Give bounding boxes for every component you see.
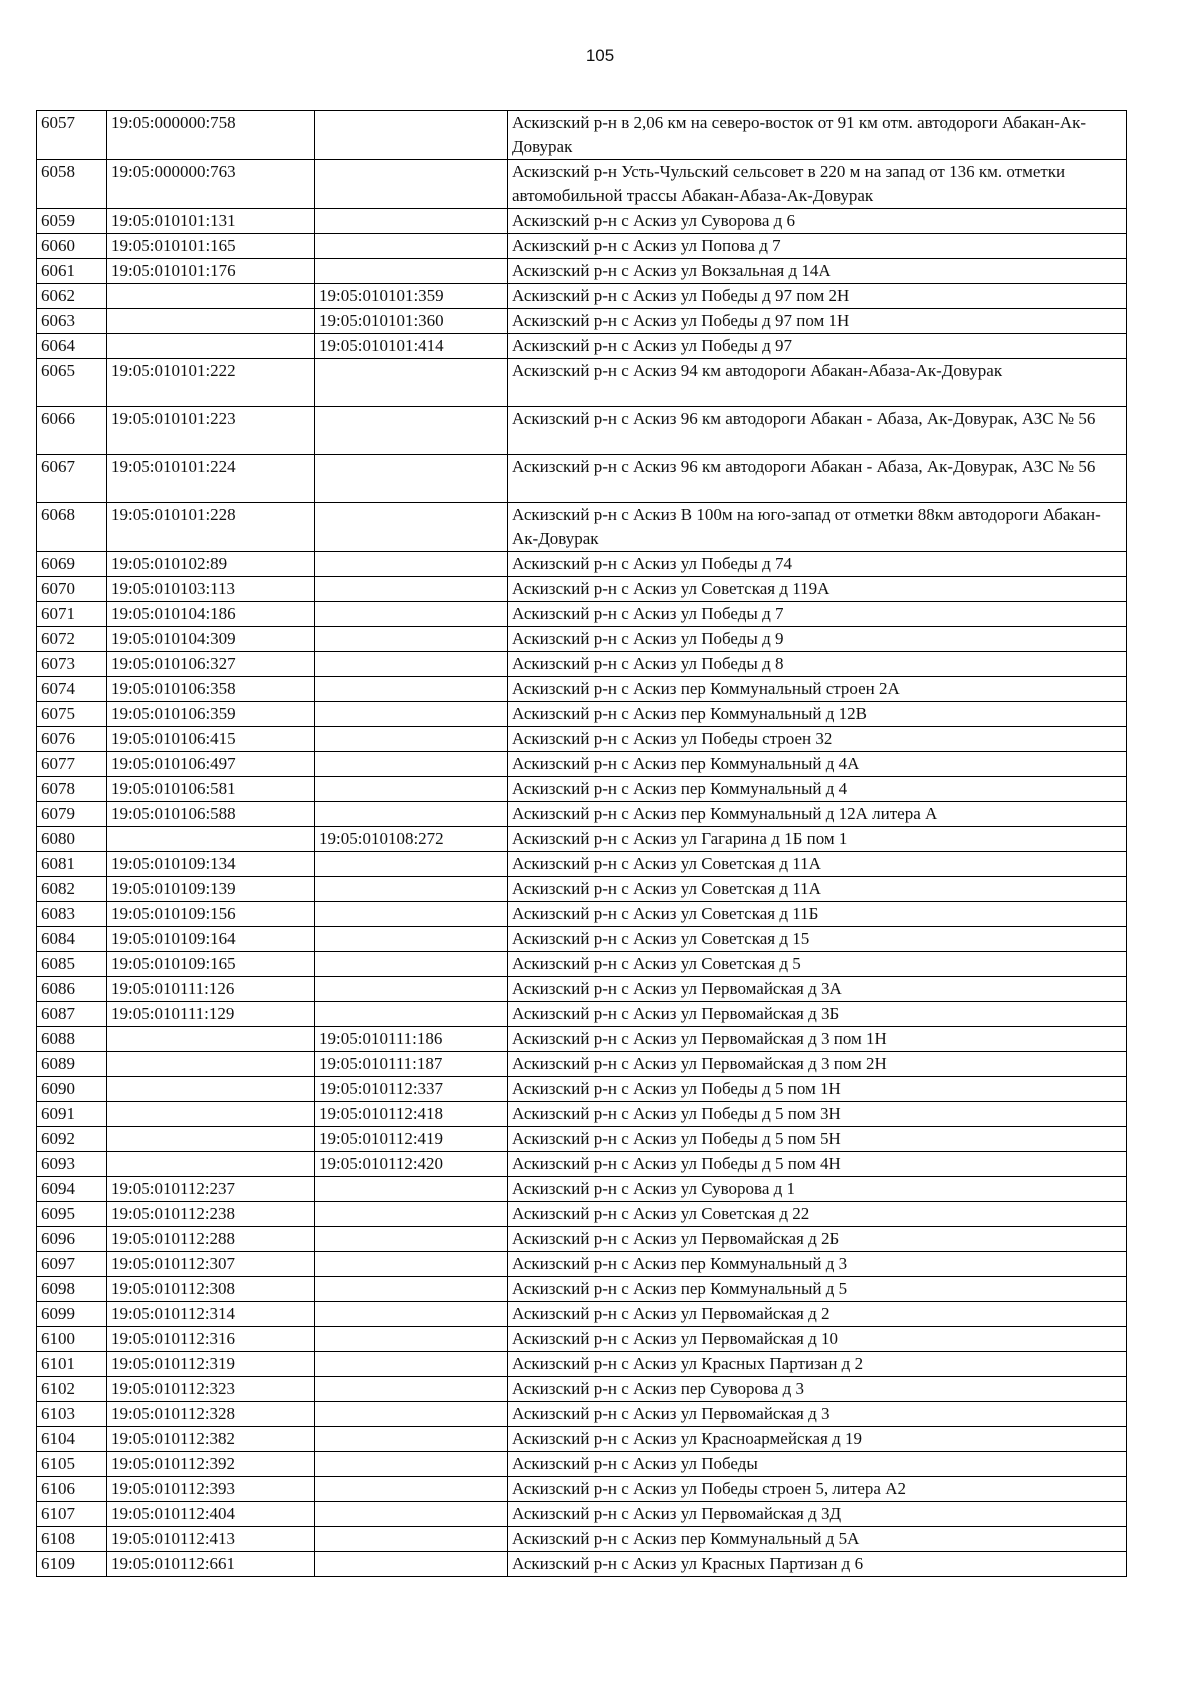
row-number-cell: 6107: [37, 1502, 107, 1527]
sub-cadastral-number-cell: [315, 952, 508, 977]
row-number-cell: 6072: [37, 627, 107, 652]
row-number-cell: 6099: [37, 1302, 107, 1327]
table-row: [37, 359, 1127, 407]
address-cell: Аскизский р-н с Аскиз ул Победы строен 32: [508, 727, 1127, 752]
cadastral-number-cell: 19:05:010101:222: [107, 359, 315, 407]
address-cell: Аскизский р-н с Аскиз пер Коммунальный д 3: [508, 1252, 1127, 1277]
address-cell: Аскизский р-н с Аскиз В 100м на юго-запад от отметки 88км автодороги Абакан-Ак-Довурак: [508, 503, 1127, 552]
cadastral-number-cell: 19:05:000000:758: [107, 111, 315, 160]
page-number: 105: [585, 46, 615, 65]
sub-cadastral-number-cell: [315, 677, 508, 702]
cadastral-number-cell: 19:05:010109:164: [107, 927, 315, 952]
address-cell: Аскизский р-н с Аскиз ул Советская д 11А: [508, 877, 1127, 902]
table-row: [37, 727, 1127, 752]
sub-cadastral-number-cell: 19:05:010101:359: [315, 284, 508, 309]
address-cell: Аскизский р-н с Аскиз пер Коммунальный д 5А: [508, 1527, 1127, 1552]
cadastral-number-cell: 19:05:000000:763: [107, 160, 315, 209]
row-number-cell: 6109: [37, 1552, 107, 1577]
sub-cadastral-number-cell: [315, 602, 508, 627]
address-cell: Аскизский р-н с Аскиз ул Попова д 7: [508, 234, 1127, 259]
address-cell: Аскизский р-н с Аскиз ул Первомайская д 3Д: [508, 1502, 1127, 1527]
sub-cadastral-number-cell: [315, 160, 508, 209]
table-row: [37, 777, 1127, 802]
row-number-cell: 6058: [37, 160, 107, 209]
sub-cadastral-number-cell: [315, 1452, 508, 1477]
table-row: [37, 652, 1127, 677]
table-row: [37, 111, 1127, 160]
address-cell: Аскизский р-н с Аскиз ул Победы д 97: [508, 334, 1127, 359]
table-row: [37, 602, 1127, 627]
row-number-cell: 6079: [37, 802, 107, 827]
address-cell: Аскизский р-н с Аскиз пер Коммунальный д 4А: [508, 752, 1127, 777]
row-number-cell: 6063: [37, 309, 107, 334]
cadastral-number-cell: 19:05:010111:126: [107, 977, 315, 1002]
table-row: [37, 927, 1127, 952]
table-row: [37, 455, 1127, 503]
cadastral-number-cell: [107, 334, 315, 359]
address-cell: Аскизский р-н с Аскиз ул Первомайская д 3: [508, 1402, 1127, 1427]
row-number-cell: 6096: [37, 1227, 107, 1252]
row-number-cell: 6087: [37, 1002, 107, 1027]
address-cell: Аскизский р-н с Аскиз ул Советская д 11Б: [508, 902, 1127, 927]
table-row: [37, 1377, 1127, 1402]
table-row: [37, 1302, 1127, 1327]
cadastral-number-cell: [107, 1027, 315, 1052]
row-number-cell: 6065: [37, 359, 107, 407]
address-cell: Аскизский р-н с Аскиз ул Вокзальная д 14А: [508, 259, 1127, 284]
sub-cadastral-number-cell: [315, 1252, 508, 1277]
sub-cadastral-number-cell: [315, 259, 508, 284]
cadastral-number-cell: 19:05:010112:307: [107, 1252, 315, 1277]
table-row: [37, 1027, 1127, 1052]
sub-cadastral-number-cell: 19:05:010112:337: [315, 1077, 508, 1102]
cadastral-number-cell: 19:05:010112:392: [107, 1452, 315, 1477]
address-cell: Аскизский р-н с Аскиз пер Коммунальный д 12А литера А: [508, 802, 1127, 827]
address-cell: Аскизский р-н с Аскиз ул Гагарина д 1Б пом 1: [508, 827, 1127, 852]
cadastral-number-cell: 19:05:010112:382: [107, 1427, 315, 1452]
row-number-cell: 6088: [37, 1027, 107, 1052]
address-cell: Аскизский р-н с Аскиз ул Суворова д 1: [508, 1177, 1127, 1202]
sub-cadastral-number-cell: [315, 927, 508, 952]
row-number-cell: 6090: [37, 1077, 107, 1102]
cadastral-number-cell: 19:05:010106:415: [107, 727, 315, 752]
sub-cadastral-number-cell: [315, 1202, 508, 1227]
table-row: [37, 160, 1127, 209]
row-number-cell: 6061: [37, 259, 107, 284]
sub-cadastral-number-cell: [315, 1427, 508, 1452]
cadastral-number-cell: 19:05:010104:186: [107, 602, 315, 627]
sub-cadastral-number-cell: [315, 1227, 508, 1252]
row-number-cell: 6097: [37, 1252, 107, 1277]
table-row: [37, 284, 1127, 309]
sub-cadastral-number-cell: [315, 455, 508, 503]
address-cell: Аскизский р-н с Аскиз ул Первомайская д 2Б: [508, 1227, 1127, 1252]
sub-cadastral-number-cell: [315, 977, 508, 1002]
table-row: [37, 1452, 1127, 1477]
cadastral-number-cell: 19:05:010112:288: [107, 1227, 315, 1252]
table-row: [37, 334, 1127, 359]
row-number-cell: 6080: [37, 827, 107, 852]
sub-cadastral-number-cell: [315, 1552, 508, 1577]
address-cell: Аскизский р-н с Аскиз ул Победы строен 5, литера А2: [508, 1477, 1127, 1502]
registry-table: [36, 110, 1127, 1577]
cadastral-number-cell: [107, 1127, 315, 1152]
table-row: [37, 503, 1127, 552]
cadastral-number-cell: 19:05:010112:308: [107, 1277, 315, 1302]
table-row: [37, 1127, 1127, 1152]
address-cell: Аскизский р-н с Аскиз ул Победы д 5 пом 1Н: [508, 1077, 1127, 1102]
table-row: [37, 234, 1127, 259]
sub-cadastral-number-cell: [315, 1277, 508, 1302]
row-number-cell: 6103: [37, 1402, 107, 1427]
sub-cadastral-number-cell: 19:05:010111:187: [315, 1052, 508, 1077]
row-number-cell: 6095: [37, 1202, 107, 1227]
cadastral-number-cell: 19:05:010104:309: [107, 627, 315, 652]
sub-cadastral-number-cell: 19:05:010111:186: [315, 1027, 508, 1052]
table-row: [37, 677, 1127, 702]
sub-cadastral-number-cell: [315, 1352, 508, 1377]
table-row: [37, 1402, 1127, 1427]
cadastral-number-cell: 19:05:010106:497: [107, 752, 315, 777]
sub-cadastral-number-cell: 19:05:010108:272: [315, 827, 508, 852]
address-cell: Аскизский р-н с Аскиз 94 км автодороги Абакан-Абаза-Ак-Довурак: [508, 359, 1127, 407]
cadastral-number-cell: 19:05:010112:413: [107, 1527, 315, 1552]
sub-cadastral-number-cell: [315, 627, 508, 652]
row-number-cell: 6100: [37, 1327, 107, 1352]
sub-cadastral-number-cell: [315, 877, 508, 902]
table-row: [37, 1327, 1127, 1352]
sub-cadastral-number-cell: [315, 852, 508, 877]
cadastral-number-cell: 19:05:010109:134: [107, 852, 315, 877]
address-cell: Аскизский р-н с Аскиз ул Советская д 119А: [508, 577, 1127, 602]
table-row: [37, 309, 1127, 334]
table-row: [37, 852, 1127, 877]
row-number-cell: 6068: [37, 503, 107, 552]
cadastral-number-cell: 19:05:010101:176: [107, 259, 315, 284]
cadastral-number-cell: 19:05:010112:238: [107, 1202, 315, 1227]
cadastral-number-cell: 19:05:010109:165: [107, 952, 315, 977]
row-number-cell: 6082: [37, 877, 107, 902]
address-cell: Аскизский р-н с Аскиз 96 км автодороги Абакан - Абаза, Ак-Довурак, АЗС № 56: [508, 455, 1127, 503]
address-cell: Аскизский р-н с Аскиз ул Первомайская д 3 пом 1Н: [508, 1027, 1127, 1052]
registry-table-body: [37, 111, 1127, 1577]
address-cell: Аскизский р-н с Аскиз ул Победы д 97 пом 1Н: [508, 309, 1127, 334]
cadastral-number-cell: 19:05:010112:661: [107, 1552, 315, 1577]
sub-cadastral-number-cell: [315, 1302, 508, 1327]
row-number-cell: 6098: [37, 1277, 107, 1302]
table-row: [37, 1202, 1127, 1227]
address-cell: Аскизский р-н с Аскиз 96 км автодороги Абакан - Абаза, Ак-Довурак, АЗС № 56: [508, 407, 1127, 455]
cadastral-number-cell: 19:05:010112:393: [107, 1477, 315, 1502]
sub-cadastral-number-cell: [315, 802, 508, 827]
address-cell: Аскизский р-н с Аскиз ул Первомайская д 2: [508, 1302, 1127, 1327]
cadastral-number-cell: 19:05:010112:319: [107, 1352, 315, 1377]
table-row: [37, 1227, 1127, 1252]
address-cell: Аскизский р-н с Аскиз ул Красноармейская д 19: [508, 1427, 1127, 1452]
row-number-cell: 6073: [37, 652, 107, 677]
cadastral-number-cell: [107, 1102, 315, 1127]
table-row: [37, 259, 1127, 284]
cadastral-number-cell: 19:05:010106:581: [107, 777, 315, 802]
row-number-cell: 6069: [37, 552, 107, 577]
table-row: [37, 1527, 1127, 1552]
row-number-cell: 6067: [37, 455, 107, 503]
address-cell: Аскизский р-н с Аскиз ул Советская д 22: [508, 1202, 1127, 1227]
address-cell: Аскизский р-н с Аскиз ул Советская д 11А: [508, 852, 1127, 877]
address-cell: Аскизский р-н с Аскиз ул Первомайская д 3Б: [508, 1002, 1127, 1027]
address-cell: Аскизский р-н с Аскиз ул Победы д 5 пом 3Н: [508, 1102, 1127, 1127]
sub-cadastral-number-cell: [315, 777, 508, 802]
sub-cadastral-number-cell: [315, 209, 508, 234]
row-number-cell: 6078: [37, 777, 107, 802]
address-cell: Аскизский р-н с Аскиз ул Советская д 5: [508, 952, 1127, 977]
row-number-cell: 6070: [37, 577, 107, 602]
sub-cadastral-number-cell: [315, 1002, 508, 1027]
row-number-cell: 6108: [37, 1527, 107, 1552]
cadastral-number-cell: [107, 284, 315, 309]
sub-cadastral-number-cell: [315, 407, 508, 455]
table-row: [37, 1152, 1127, 1177]
table-row: [37, 1102, 1127, 1127]
sub-cadastral-number-cell: [315, 1377, 508, 1402]
address-cell: Аскизский р-н Усть-Чульский сельсовет в 220 м на запад от 136 км. отметки автомобильной трассы Абакан-Абаза-Ак-Довурак: [508, 160, 1127, 209]
address-cell: Аскизский р-н с Аскиз пер Суворова д 3: [508, 1377, 1127, 1402]
sub-cadastral-number-cell: [315, 234, 508, 259]
cadastral-number-cell: 19:05:010102:89: [107, 552, 315, 577]
sub-cadastral-number-cell: [315, 1527, 508, 1552]
sub-cadastral-number-cell: 19:05:010112:419: [315, 1127, 508, 1152]
address-cell: Аскизский р-н с Аскиз пер Коммунальный д 12В: [508, 702, 1127, 727]
cadastral-number-cell: 19:05:010101:224: [107, 455, 315, 503]
row-number-cell: 6081: [37, 852, 107, 877]
row-number-cell: 6105: [37, 1452, 107, 1477]
row-number-cell: 6106: [37, 1477, 107, 1502]
sub-cadastral-number-cell: [315, 1502, 508, 1527]
address-cell: Аскизский р-н с Аскиз ул Победы д 5 пом 5Н: [508, 1127, 1127, 1152]
sub-cadastral-number-cell: [315, 652, 508, 677]
table-row: [37, 952, 1127, 977]
row-number-cell: 6062: [37, 284, 107, 309]
row-number-cell: 6064: [37, 334, 107, 359]
address-cell: Аскизский р-н с Аскиз ул Первомайская д 10: [508, 1327, 1127, 1352]
table-row: [37, 1502, 1127, 1527]
table-row: [37, 1352, 1127, 1377]
cadastral-number-cell: 19:05:010106:359: [107, 702, 315, 727]
row-number-cell: 6094: [37, 1177, 107, 1202]
row-number-cell: 6057: [37, 111, 107, 160]
cadastral-number-cell: [107, 1152, 315, 1177]
row-number-cell: 6075: [37, 702, 107, 727]
cadastral-number-cell: 19:05:010101:131: [107, 209, 315, 234]
sub-cadastral-number-cell: [315, 1327, 508, 1352]
table-row: [37, 209, 1127, 234]
table-row: [37, 902, 1127, 927]
address-cell: Аскизский р-н с Аскиз пер Коммунальный д 5: [508, 1277, 1127, 1302]
cadastral-number-cell: 19:05:010106:327: [107, 652, 315, 677]
row-number-cell: 6093: [37, 1152, 107, 1177]
cadastral-number-cell: 19:05:010112:328: [107, 1402, 315, 1427]
row-number-cell: 6077: [37, 752, 107, 777]
table-row: [37, 1002, 1127, 1027]
sub-cadastral-number-cell: [315, 1177, 508, 1202]
cadastral-number-cell: 19:05:010101:228: [107, 503, 315, 552]
row-number-cell: 6086: [37, 977, 107, 1002]
address-cell: Аскизский р-н с Аскиз ул Суворова д 6: [508, 209, 1127, 234]
row-number-cell: 6085: [37, 952, 107, 977]
address-cell: Аскизский р-н с Аскиз ул Красных Партизан д 2: [508, 1352, 1127, 1377]
sub-cadastral-number-cell: [315, 752, 508, 777]
address-cell: Аскизский р-н с Аскиз ул Победы д 9: [508, 627, 1127, 652]
table-row: [37, 1552, 1127, 1577]
cadastral-number-cell: 19:05:010101:223: [107, 407, 315, 455]
cadastral-number-cell: [107, 1077, 315, 1102]
table-row: [37, 752, 1127, 777]
table-row: [37, 407, 1127, 455]
table-row: [37, 577, 1127, 602]
sub-cadastral-number-cell: 19:05:010112:420: [315, 1152, 508, 1177]
sub-cadastral-number-cell: [315, 702, 508, 727]
address-cell: Аскизский р-н в 2,06 км на северо-восток от 91 км отм. автодороги Абакан-Ак-Довурак: [508, 111, 1127, 160]
address-cell: Аскизский р-н с Аскиз ул Победы д 74: [508, 552, 1127, 577]
address-cell: Аскизский р-н с Аскиз ул Победы д 5 пом 4Н: [508, 1152, 1127, 1177]
row-number-cell: 6089: [37, 1052, 107, 1077]
table-row: [37, 1052, 1127, 1077]
row-number-cell: 6102: [37, 1377, 107, 1402]
address-cell: Аскизский р-н с Аскиз ул Победы д 8: [508, 652, 1127, 677]
row-number-cell: 6101: [37, 1352, 107, 1377]
row-number-cell: 6066: [37, 407, 107, 455]
sub-cadastral-number-cell: [315, 552, 508, 577]
cadastral-number-cell: 19:05:010106:588: [107, 802, 315, 827]
sub-cadastral-number-cell: 19:05:010112:418: [315, 1102, 508, 1127]
table-row: [37, 552, 1127, 577]
table-row: [37, 627, 1127, 652]
sub-cadastral-number-cell: [315, 359, 508, 407]
table-row: [37, 827, 1127, 852]
row-number-cell: 6083: [37, 902, 107, 927]
cadastral-number-cell: [107, 827, 315, 852]
cadastral-number-cell: 19:05:010112:404: [107, 1502, 315, 1527]
row-number-cell: 6084: [37, 927, 107, 952]
cadastral-number-cell: 19:05:010109:139: [107, 877, 315, 902]
row-number-cell: 6071: [37, 602, 107, 627]
cadastral-number-cell: 19:05:010109:156: [107, 902, 315, 927]
table-row: [37, 702, 1127, 727]
row-number-cell: 6076: [37, 727, 107, 752]
row-number-cell: 6092: [37, 1127, 107, 1152]
table-row: [37, 1277, 1127, 1302]
table-row: [37, 1252, 1127, 1277]
sub-cadastral-number-cell: [315, 111, 508, 160]
address-cell: Аскизский р-н с Аскиз ул Победы д 7: [508, 602, 1127, 627]
row-number-cell: 6091: [37, 1102, 107, 1127]
row-number-cell: 6074: [37, 677, 107, 702]
row-number-cell: 6059: [37, 209, 107, 234]
address-cell: Аскизский р-н с Аскиз ул Советская д 15: [508, 927, 1127, 952]
address-cell: Аскизский р-н с Аскиз ул Первомайская д 3А: [508, 977, 1127, 1002]
sub-cadastral-number-cell: [315, 577, 508, 602]
table-row: [37, 1077, 1127, 1102]
cadastral-number-cell: 19:05:010101:165: [107, 234, 315, 259]
table-row: [37, 977, 1127, 1002]
sub-cadastral-number-cell: 19:05:010101:360: [315, 309, 508, 334]
address-cell: Аскизский р-н с Аскиз пер Коммунальный строен 2А: [508, 677, 1127, 702]
sub-cadastral-number-cell: [315, 1402, 508, 1427]
address-cell: Аскизский р-н с Аскиз ул Красных Партизан д 6: [508, 1552, 1127, 1577]
address-cell: Аскизский р-н с Аскиз ул Победы: [508, 1452, 1127, 1477]
address-cell: Аскизский р-н с Аскиз ул Победы д 97 пом 2Н: [508, 284, 1127, 309]
cadastral-number-cell: 19:05:010103:113: [107, 577, 315, 602]
table-row: [37, 802, 1127, 827]
table-row: [37, 1177, 1127, 1202]
address-cell: Аскизский р-н с Аскиз ул Первомайская д 3 пом 2Н: [508, 1052, 1127, 1077]
sub-cadastral-number-cell: [315, 1477, 508, 1502]
cadastral-number-cell: 19:05:010112:316: [107, 1327, 315, 1352]
table-row: [37, 1427, 1127, 1452]
table-row: [37, 1477, 1127, 1502]
row-number-cell: 6104: [37, 1427, 107, 1452]
cadastral-number-cell: 19:05:010106:358: [107, 677, 315, 702]
cadastral-number-cell: 19:05:010112:314: [107, 1302, 315, 1327]
cadastral-number-cell: [107, 1052, 315, 1077]
sub-cadastral-number-cell: [315, 727, 508, 752]
cadastral-number-cell: [107, 309, 315, 334]
row-number-cell: 6060: [37, 234, 107, 259]
sub-cadastral-number-cell: [315, 902, 508, 927]
table-row: [37, 877, 1127, 902]
address-cell: Аскизский р-н с Аскиз пер Коммунальный д 4: [508, 777, 1127, 802]
cadastral-number-cell: 19:05:010112:237: [107, 1177, 315, 1202]
sub-cadastral-number-cell: 19:05:010101:414: [315, 334, 508, 359]
cadastral-number-cell: 19:05:010111:129: [107, 1002, 315, 1027]
cadastral-number-cell: 19:05:010112:323: [107, 1377, 315, 1402]
sub-cadastral-number-cell: [315, 503, 508, 552]
